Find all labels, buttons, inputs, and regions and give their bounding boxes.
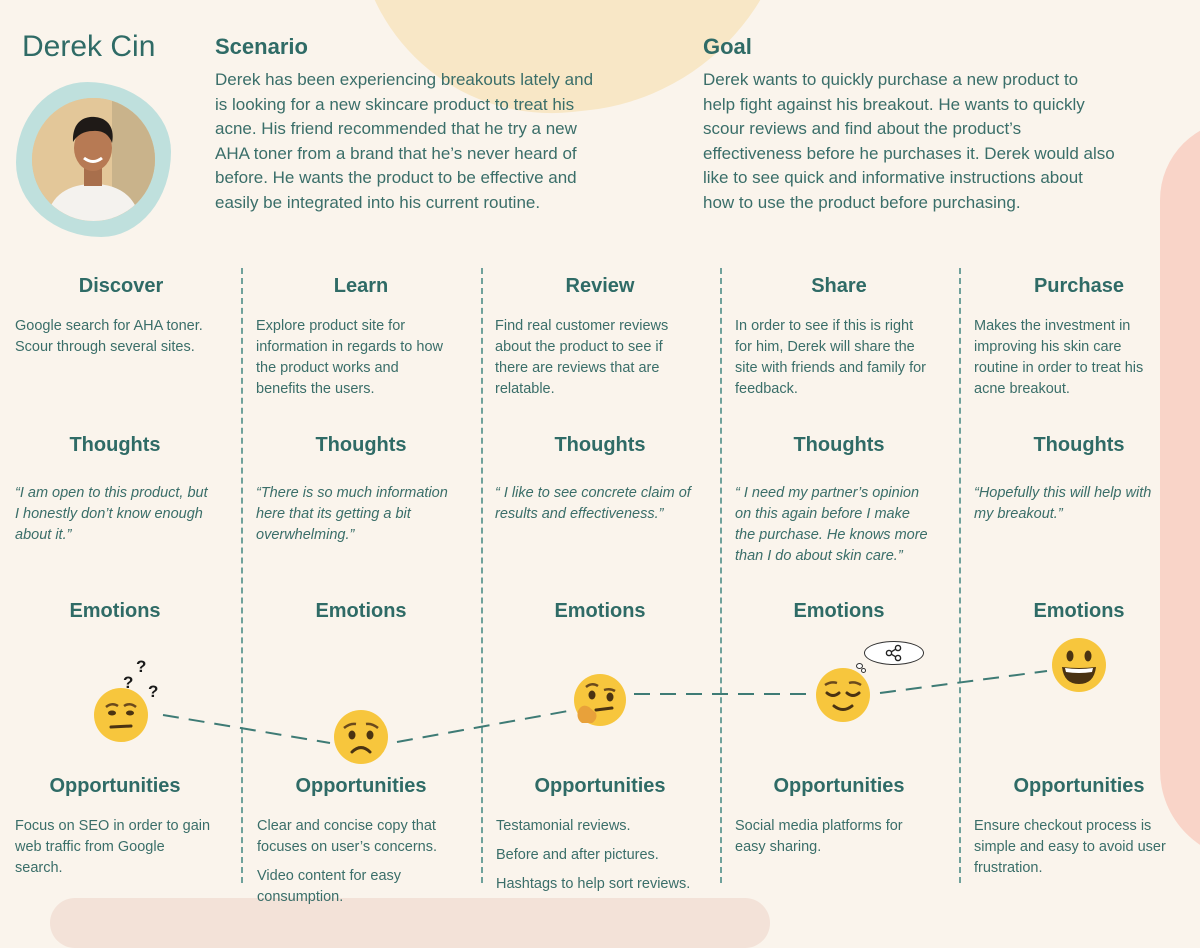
opportunity-line: search. [15, 860, 63, 876]
emotions-heading-discover: Emotions [69, 600, 161, 622]
description-line: acne breakout. [974, 381, 1070, 397]
quote-line: I honestly don’t know enough [15, 506, 203, 522]
emotions-heading-share: Emotions [793, 600, 885, 622]
scenario-line: Derek has been experiencing breakouts lately and [215, 70, 594, 89]
description-line: the product works and [256, 360, 399, 376]
emotions-heading-learn: Emotions [315, 600, 407, 622]
question-mark: ? [123, 673, 134, 692]
description-line: site with friends and family for [735, 360, 926, 376]
opportunity-item [496, 845, 718, 866]
description-line: Explore product site for [256, 318, 406, 334]
scenario-line: AHA toner from a brand that he’s never heard of [215, 143, 577, 163]
description-line: there are reviews that are [495, 360, 660, 376]
quote-line: than I do about skin care.” [735, 548, 903, 564]
opportunity-line: Before and after pictures. [496, 847, 659, 863]
quote-line: “There is so much information [256, 485, 448, 501]
emotion-connector [397, 711, 568, 742]
opportunities-heading-review: Opportunities [534, 775, 666, 797]
emotion-connector [880, 671, 1047, 693]
opportunity-line: simple and easy to avoid user [974, 839, 1166, 855]
scenario-title: Scenario [215, 34, 308, 59]
thoughts-heading-learn: Thoughts [315, 434, 407, 456]
description-line: about the product to see if [495, 339, 663, 355]
opportunity-line: web traffic from Google [15, 839, 165, 855]
quote-line: overwhelming.” [256, 527, 355, 543]
opportunity-item [15, 816, 237, 879]
thoughts-heading-discover: Thoughts [69, 434, 161, 456]
quote-line: “ I like to see concrete claim of [495, 485, 691, 501]
question-mark: ? [136, 657, 147, 676]
stage-title-learn: Learn [333, 275, 389, 297]
description-line: In order to see if this is right [735, 318, 914, 334]
description-line: Google search for AHA toner. [15, 318, 203, 334]
quote-line: results and effectiveness.” [495, 506, 664, 522]
quote-line: on this again before I make [735, 506, 910, 522]
description-line: for him, Derek will share the [735, 339, 915, 355]
quote-line: my breakout.” [974, 506, 1063, 522]
relieved-face-icon [815, 667, 871, 723]
thought-bubble [864, 641, 924, 665]
opportunity-line: focuses on user’s concerns. [257, 839, 438, 855]
opportunity-item [735, 816, 957, 858]
quote-line: the purchase. He knows more [735, 527, 928, 543]
description-line: Scour through several sites. [15, 339, 195, 355]
persona-name: Derek Cin [22, 30, 156, 63]
opportunity-line: frustration. [974, 860, 1043, 876]
opportunity-item [496, 874, 718, 895]
description-line: routine in order to treat his [974, 360, 1144, 376]
opportunity-item [257, 866, 479, 908]
stage-title-discover: Discover [78, 275, 164, 297]
thinking-face-icon [572, 673, 628, 729]
confused-face-icon [93, 687, 149, 743]
share-icon [865, 642, 923, 664]
emotions-heading-review: Emotions [554, 600, 646, 622]
description-line: improving his skin care [974, 339, 1122, 355]
happy-face-icon [1051, 637, 1107, 693]
description-line: relatable. [495, 381, 555, 397]
goal-line: how to use the product before purchasing. [703, 192, 1021, 212]
opportunities-heading-purchase: Opportunities [1013, 775, 1145, 797]
stage-title-review: Review [565, 275, 635, 297]
stage-title-share: Share [811, 275, 867, 297]
quote-line: “ I need my partner’s opinion [735, 485, 920, 501]
opportunities-purchase [974, 816, 1196, 887]
stage-title-purchase: Purchase [1033, 275, 1125, 297]
quote-line: “Hopefully this will help with [974, 485, 1152, 501]
opportunity-item [974, 816, 1196, 879]
description-line: Find real customer reviews [495, 318, 669, 334]
description-line: Makes the investment in [974, 318, 1131, 334]
scenario-line: is looking for a new skincare product to treat his [215, 94, 575, 114]
opportunity-line: Clear and concise copy that [257, 818, 436, 834]
scenario-line: before. He wants the product to be effective and [215, 168, 577, 187]
thoughts-heading-purchase: Thoughts [1033, 434, 1125, 456]
goal-line: help fight against his breakout. He wants to quickly [703, 94, 1085, 114]
opportunity-line: Social media platforms for [735, 818, 903, 834]
opportunities-heading-learn: Opportunities [295, 775, 427, 797]
goal-line: like to see quick and informative instructions about [703, 168, 1083, 187]
emotion-connector [163, 715, 330, 743]
opportunity-line: easy sharing. [735, 839, 822, 855]
opportunities-review [496, 816, 718, 903]
quote-line: about it.” [15, 527, 72, 543]
emotions-heading-purchase: Emotions [1033, 600, 1125, 622]
goal-line: effectiveness before he purchases it. Derek would also [703, 143, 1115, 163]
goal-line: scour reviews and find about the product’s [703, 119, 1022, 138]
opportunities-learn [257, 816, 479, 916]
opportunities-heading-share: Opportunities [773, 775, 905, 797]
opportunities-heading-discover: Opportunities [49, 775, 181, 797]
opportunity-line: consumption. [257, 889, 344, 905]
goal-line: Derek wants to quickly purchase a new product to [703, 70, 1079, 89]
question-mark: ? [148, 682, 159, 701]
opportunities-discover [15, 816, 237, 887]
opportunity-line: Ensure checkout process is [974, 818, 1152, 834]
thoughts-heading-review: Thoughts [554, 434, 646, 456]
thoughts-heading-share: Thoughts [793, 434, 885, 456]
opportunity-line: Focus on SEO in order to gain [15, 818, 211, 834]
opportunity-line: Testamonial reviews. [496, 818, 631, 834]
opportunity-item [257, 816, 479, 858]
quote-line: “I am open to this product, but [15, 485, 208, 501]
opportunities-share [735, 816, 957, 866]
scenario-line: acne. His friend recommended that he try a new [215, 119, 577, 138]
worried-face-icon [333, 709, 389, 765]
description-line: feedback. [735, 381, 798, 397]
scenario-line: easily be integrated into his current routine. [215, 192, 541, 212]
description-line: information in regards to how [256, 339, 443, 355]
goal-title: Goal [703, 34, 752, 59]
thought-bubble-dot [861, 668, 866, 673]
opportunity-line: Hashtags to help sort reviews. [496, 876, 691, 892]
description-line: benefits the users. [256, 381, 375, 397]
opportunity-line: Video content for easy [257, 868, 402, 884]
opportunity-item [496, 816, 718, 837]
quote-line: here that its getting a bit [256, 506, 411, 522]
